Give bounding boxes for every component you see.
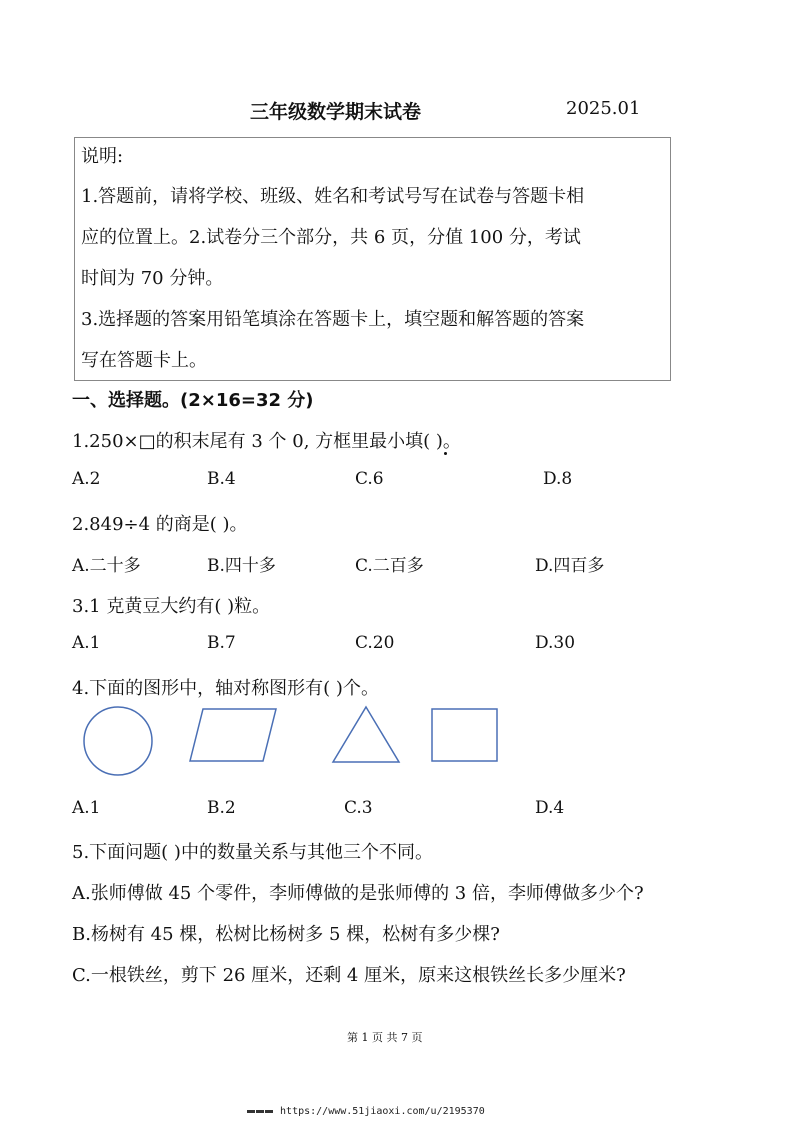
- section-heading: 一、选择题。(2×16=32 分): [72, 390, 314, 411]
- question-5-stem: 5.下面问题( )中的数量关系与其他三个不同。: [72, 842, 433, 863]
- question-4-stem: 4.下面的图形中，轴对称图形有( )个。: [72, 678, 379, 699]
- instruction-line: 应的位置上。2.试卷分三个部分，共 6 页，分值 100 分，考试: [81, 227, 581, 248]
- option-b: B.7: [207, 633, 236, 653]
- question-3-stem: 3.1 克黄豆大约有( )粒。: [72, 596, 271, 617]
- instruction-line: 写在答题卡上。: [81, 350, 207, 371]
- option-c: C.20: [355, 633, 395, 653]
- option-c: C.3: [344, 798, 373, 818]
- watermark-icon: [247, 1106, 274, 1117]
- option-b: B.2: [207, 798, 236, 818]
- question-2-stem: 2.849÷4 的商是( )。: [72, 514, 248, 535]
- option-b: B.四十多: [207, 556, 276, 576]
- option-a: A.1: [72, 633, 101, 653]
- triangle-shape: [333, 707, 399, 762]
- circle-shape: [84, 707, 152, 775]
- option-a: A.二十多: [72, 556, 141, 576]
- option-a: A.2: [72, 469, 101, 489]
- instructions-heading: 说明:: [81, 146, 124, 167]
- option-d: D.8: [543, 469, 573, 489]
- source-url[interactable]: [247, 1106, 485, 1117]
- choice-c: C.一根铁丝，剪下 26 厘米，还剩 4 厘米，原来这根铁丝长多少厘米?: [72, 965, 626, 986]
- option-b: B.4: [207, 469, 236, 489]
- option-d: D.30: [535, 633, 576, 653]
- exam-title: 三年级数学期末试卷: [250, 101, 422, 123]
- page-number: 第 1 页 共 7 页: [347, 1031, 423, 1044]
- exam-date: 2025.01: [566, 98, 641, 119]
- instruction-line: 时间为 70 分钟。: [81, 268, 224, 289]
- option-a: A.1: [72, 798, 101, 818]
- parallelogram-shape: [190, 709, 276, 761]
- source-url-text: https://www.51jiaoxi.com/u/2195370: [280, 1106, 485, 1117]
- question-1-stem: 1.250×□的积末尾有 3 个 0, 方框里最小填( )。: [72, 431, 461, 452]
- option-c: C.6: [355, 469, 384, 489]
- option-d: D.四百多: [535, 556, 605, 576]
- option-c: C.二百多: [355, 556, 424, 576]
- choice-b: B.杨树有 45 棵，松树比杨树多 5 棵，松树有多少棵?: [72, 924, 500, 945]
- instruction-line: 3.选择题的答案用铅笔填涂在答题卡上，填空题和解答题的答案: [81, 309, 585, 330]
- choice-a: A.张师傅做 45 个零件，李师傅做的是张师傅的 3 倍，李师傅做多少个?: [72, 883, 644, 904]
- option-d: D.4: [535, 798, 565, 818]
- instruction-line: 1.答题前，请将学校、班级、姓名和考试号写在试卷与答题卡相: [81, 186, 585, 207]
- rectangle-shape: [432, 709, 497, 761]
